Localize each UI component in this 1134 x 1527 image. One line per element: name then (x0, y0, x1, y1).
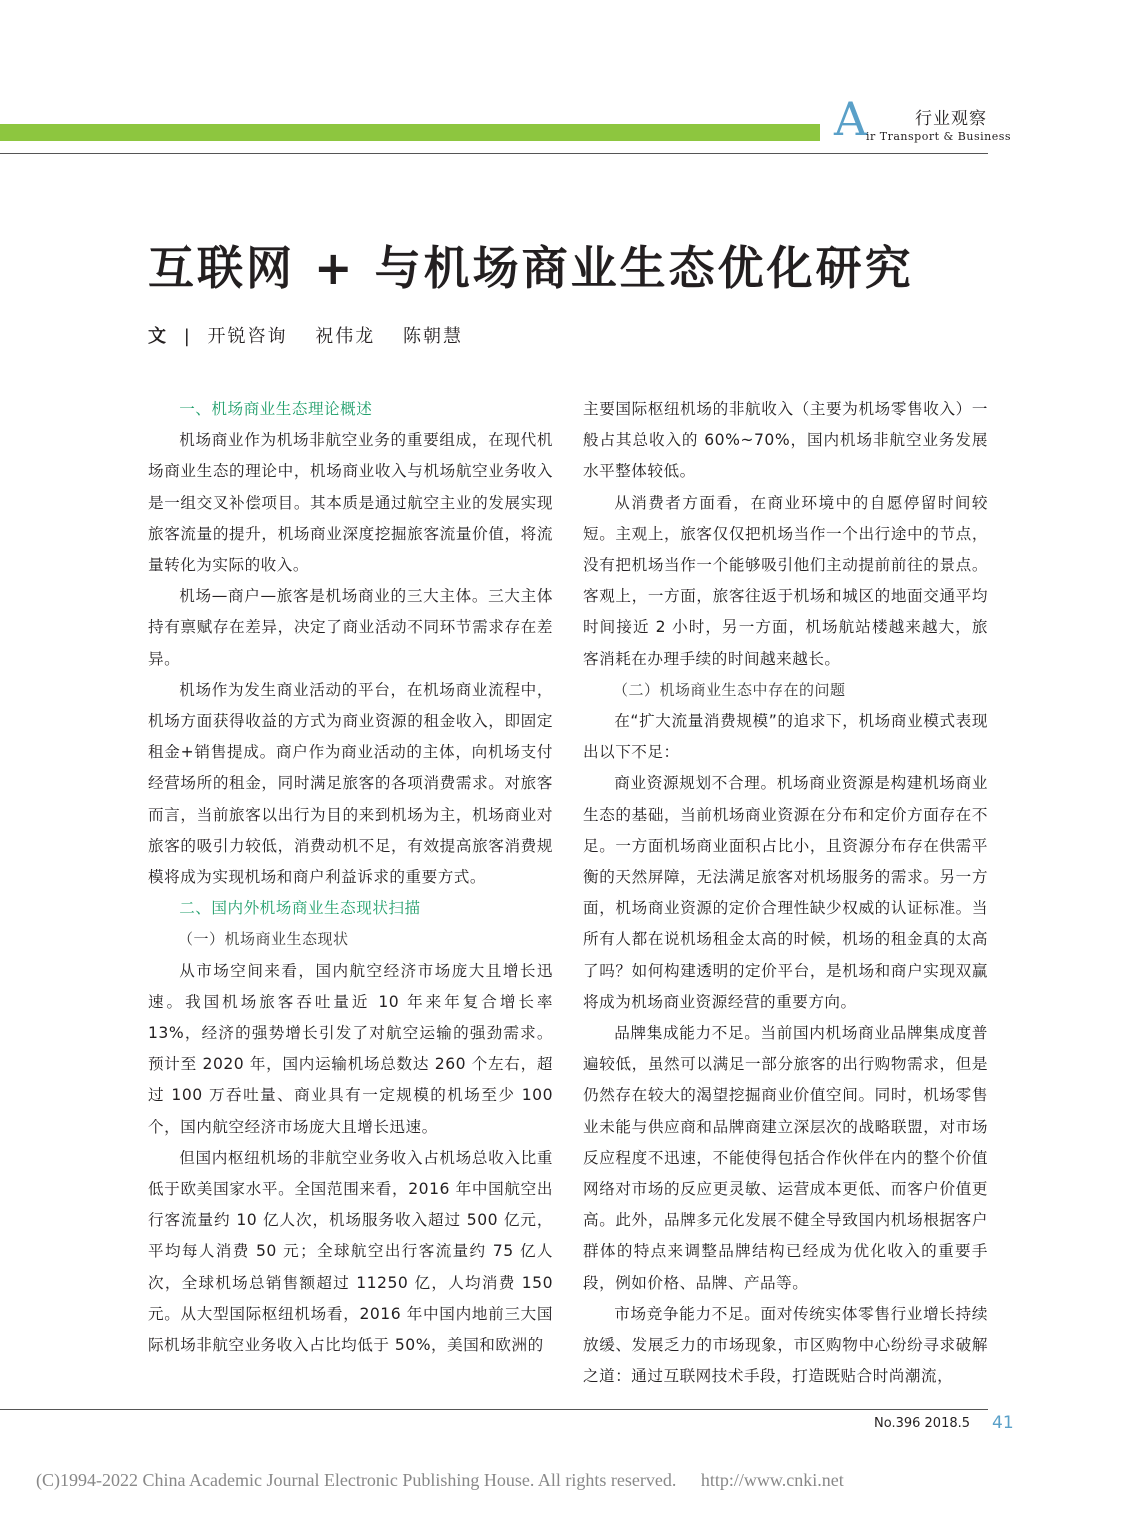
byline-prefix: 文 (148, 326, 168, 347)
author-name: 祝伟龙 (315, 326, 376, 347)
subsection-heading: （二）机场商业生态中存在的问题 (613, 680, 846, 699)
header-accent-bar (0, 124, 820, 141)
article-title: 互联网 + 与机场商业生态优化研究 (148, 241, 914, 295)
journal-name: ir Transport & Business (866, 130, 1011, 143)
source-url: http://www.cnki.net (700, 1470, 844, 1490)
copyright-text: (C)1994-2022 China Academic Journal Electronic Publishing House. All rights reserved. (36, 1470, 677, 1490)
right-column (583, 394, 988, 1393)
author-org: 开锐咨询 (207, 326, 288, 347)
section-heading: 一、机场商业生态理论概述 (179, 400, 373, 418)
paragraph: 商业资源规划不合理。机场商业资源是构建机场商业生态的基础，当前机场商业资源在分布和定价方面存在不足。一方面机场商业面积占比小，且资源分布存在供需平衡的天然屏障，无法满足旅客对机场服务的需求。另一方面，机场商业资源的定价合理性缺少权威的认证标准。当所有人都在说机场租金太高的时候，机场的租金真的太高了吗？如何构建透明的定价平台，是机场和商户实现双赢将成为机场商业资源经营的重要方向。 (583, 774, 988, 1011)
paragraph: 但国内枢纽机场的非航空业务收入占机场总收入比重低于欧美国家水平。全国范围来看，2016 年中国航空出行客流量约 10 亿人次，机场服务收入超过 500 亿元，平均每人消费 50 元；全球航空出行客流量约 75 亿人次，全球机场总销售额超过 11250 亿，人均消费 150 元。从大型国际枢纽机场看，2016 年中国内地前三大国际机场非航空业务收入占比均低于 50%，美国和欧洲的 (148, 1148, 553, 1355)
byline-separator: | (183, 326, 192, 347)
paragraph: 从消费者方面看，在商业环境中的自愿停留时间较短。主观上，旅客仅仅把机场当作一个出行途中的节点，没有把机场当作一个能够吸引他们主动提前前往的景点。客观上，一方面，旅客往返于机场和城区的地面交通平均时间接近 2 小时，另一方面，机场航站楼越来越大，旅客消耗在办理手续的时间越来越长。 (583, 493, 988, 668)
paragraph: 在“扩大流量消费规模”的追求下，机场商业模式表现出以下不足： (583, 712, 988, 762)
byline (148, 322, 483, 348)
header-divider (0, 153, 988, 154)
paragraph: 机场作为发生商业活动的平台，在机场商业流程中，机场方面获得收益的方式为商业资源的租金收入，即固定租金+销售提成。商户作为商业活动的主体，向机场支付经营场所的租金，同时满足旅客的各项消费需求。对旅客而言，当前旅客以出行为目的来到机场为主，机场商业对旅客的吸引力较低，消费动机不足，有效提高旅客消费规模将成为实现机场和商户利益诉求的重要方式。 (148, 680, 553, 887)
left-column (148, 394, 553, 1361)
section-heading: 二、国内外机场商业生态现状扫描 (179, 899, 421, 918)
subsection-heading: （一）机场商业生态现状 (178, 930, 349, 949)
paragraph: 机场商业作为机场非航空业务的重要组成，在现代机场商业生态的理论中，机场商业收入与机场航空业务收入是一组交叉补偿项目。其本质是通过航空主业的发展实现旅客流量的提升，机场商业深度挖掘旅客流量价值，将流量转化为实际的收入。 (148, 431, 553, 575)
section-label: 行业观察 (915, 109, 987, 129)
journal-logo-letter: A (834, 92, 868, 146)
paragraph: 品牌集成能力不足。当前国内机场商业品牌集成度普遍较低，虽然可以满足一部分旅客的出行购物需求，但是仍然存在较大的渴望挖掘商业价值空间。同时，机场零售业未能与供应商和品牌商建立深层次的战略联盟，对市场反应程度不迅速，不能使得包括合作伙伴在内的整个价值网络对市场的反应更灵敏、运营成本更低、而客户价值更高。此外，品牌多元化发展不健全导致国内机场根据客户群体的特点来调整品牌结构已经成为优化收入的重要手段，例如价格、品牌、产品等。 (583, 1024, 988, 1292)
paragraph-continued: 主要国际枢纽机场的非航收入（主要为机场零售收入）一般占其总收入的 60%~70%，国内机场非航空业务发展水平整体较低。 (583, 400, 988, 481)
footer-divider (0, 1409, 988, 1410)
copyright-notice (36, 1470, 844, 1491)
page-number: 41 (992, 1413, 1014, 1433)
paragraph: 机场—商户—旅客是机场商业的三大主体。三大主体持有禀赋存在差异，决定了商业活动不同环节需求存在差异。 (148, 587, 553, 668)
author-name: 陈朝慧 (403, 326, 464, 347)
issue-number: No.396 2018.5 (874, 1416, 971, 1431)
paragraph: 从市场空间来看，国内航空经济市场庞大且增长迅速。我国机场旅客吞吐量近 10 年来年复合增长率 13%，经济的强势增长引发了对航空运输的强劲需求。预计至 2020 年，国内运输机场总数达 260 个左右，超过 100 万吞吐量、商业具有一定规模的机场至少 100 个，国内航空经济市场庞大且增长迅速。 (148, 961, 553, 1136)
paragraph: 市场竞争能力不足。面对传统实体零售行业增长持续放缓、发展乏力的市场现象，市区购物中心纷纷寻求破解之道：通过互联网技术手段，打造既贴合时尚潮流， (583, 1304, 988, 1386)
